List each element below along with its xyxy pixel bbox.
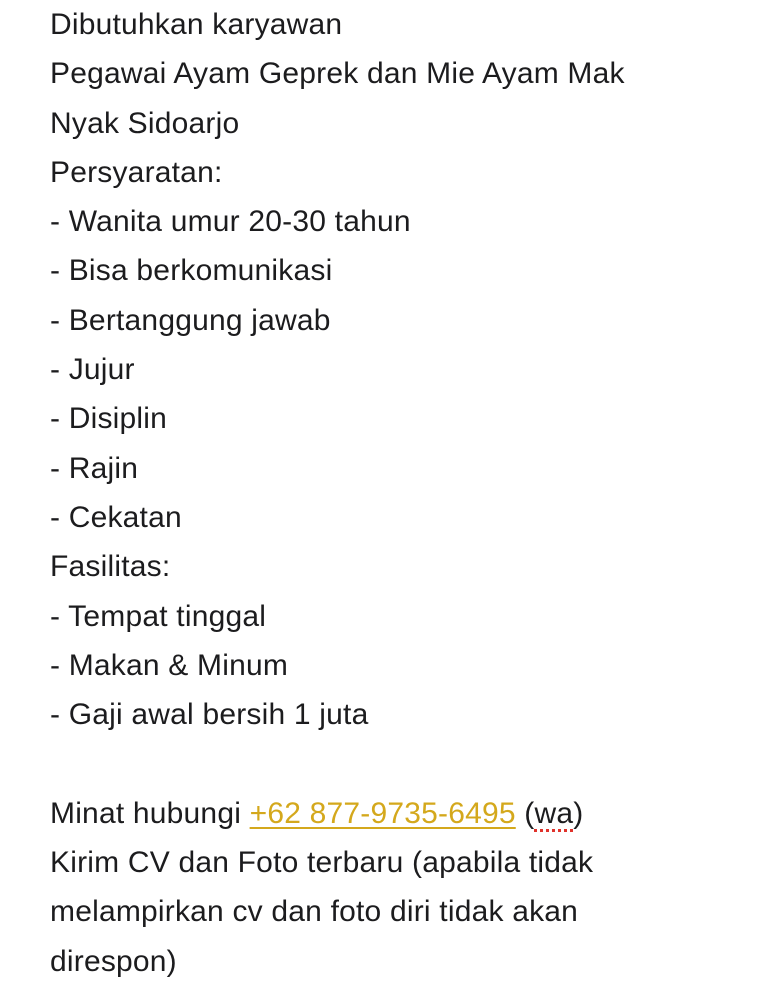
facilities-heading: Fasilitas:	[50, 550, 171, 584]
intro-line: Pegawai Ayam Geprek dan Mie Ayam Mak	[50, 57, 625, 91]
closing-line: Kirim CV dan Foto terbaru (apabila tidak	[50, 846, 594, 880]
contact-wa-word: wa	[534, 796, 574, 830]
closing-line: direspon)	[50, 944, 177, 978]
contact-prefix: Minat hubungi	[50, 796, 250, 830]
intro-line: Nyak Sidoarjo	[50, 106, 240, 140]
requirement-item: - Bertanggung jawab	[50, 303, 331, 337]
intro-line: Dibutuhkan karyawan	[50, 8, 343, 41]
closing-line: melampirkan cv dan foto diri tidak akan	[50, 895, 579, 929]
requirement-item: - Jujur	[50, 353, 135, 387]
requirements-heading: Persyaratan:	[50, 155, 223, 189]
facility-item: - Makan & Minum	[50, 648, 289, 682]
facility-item: - Tempat tinggal	[50, 599, 267, 633]
requirement-item: - Cekatan	[50, 500, 182, 534]
phone-link[interactable]: +62 877-9735-6495	[249, 796, 516, 830]
contact-line	[50, 789, 740, 838]
requirement-item: - Rajin	[50, 451, 139, 485]
contact-paren-close: )	[573, 796, 584, 830]
requirement-item: - Disiplin	[50, 402, 168, 436]
contact-space	[516, 797, 525, 830]
blank-line	[50, 739, 740, 788]
contact-paren-open: (	[524, 796, 535, 830]
requirement-item: - Bisa berkomunikasi	[50, 254, 333, 288]
note-body[interactable]	[50, 0, 740, 986]
requirement-item: - Wanita umur 20-30 tahun	[50, 205, 411, 239]
facility-item: - Gaji awal bersih 1 juta	[50, 698, 369, 732]
